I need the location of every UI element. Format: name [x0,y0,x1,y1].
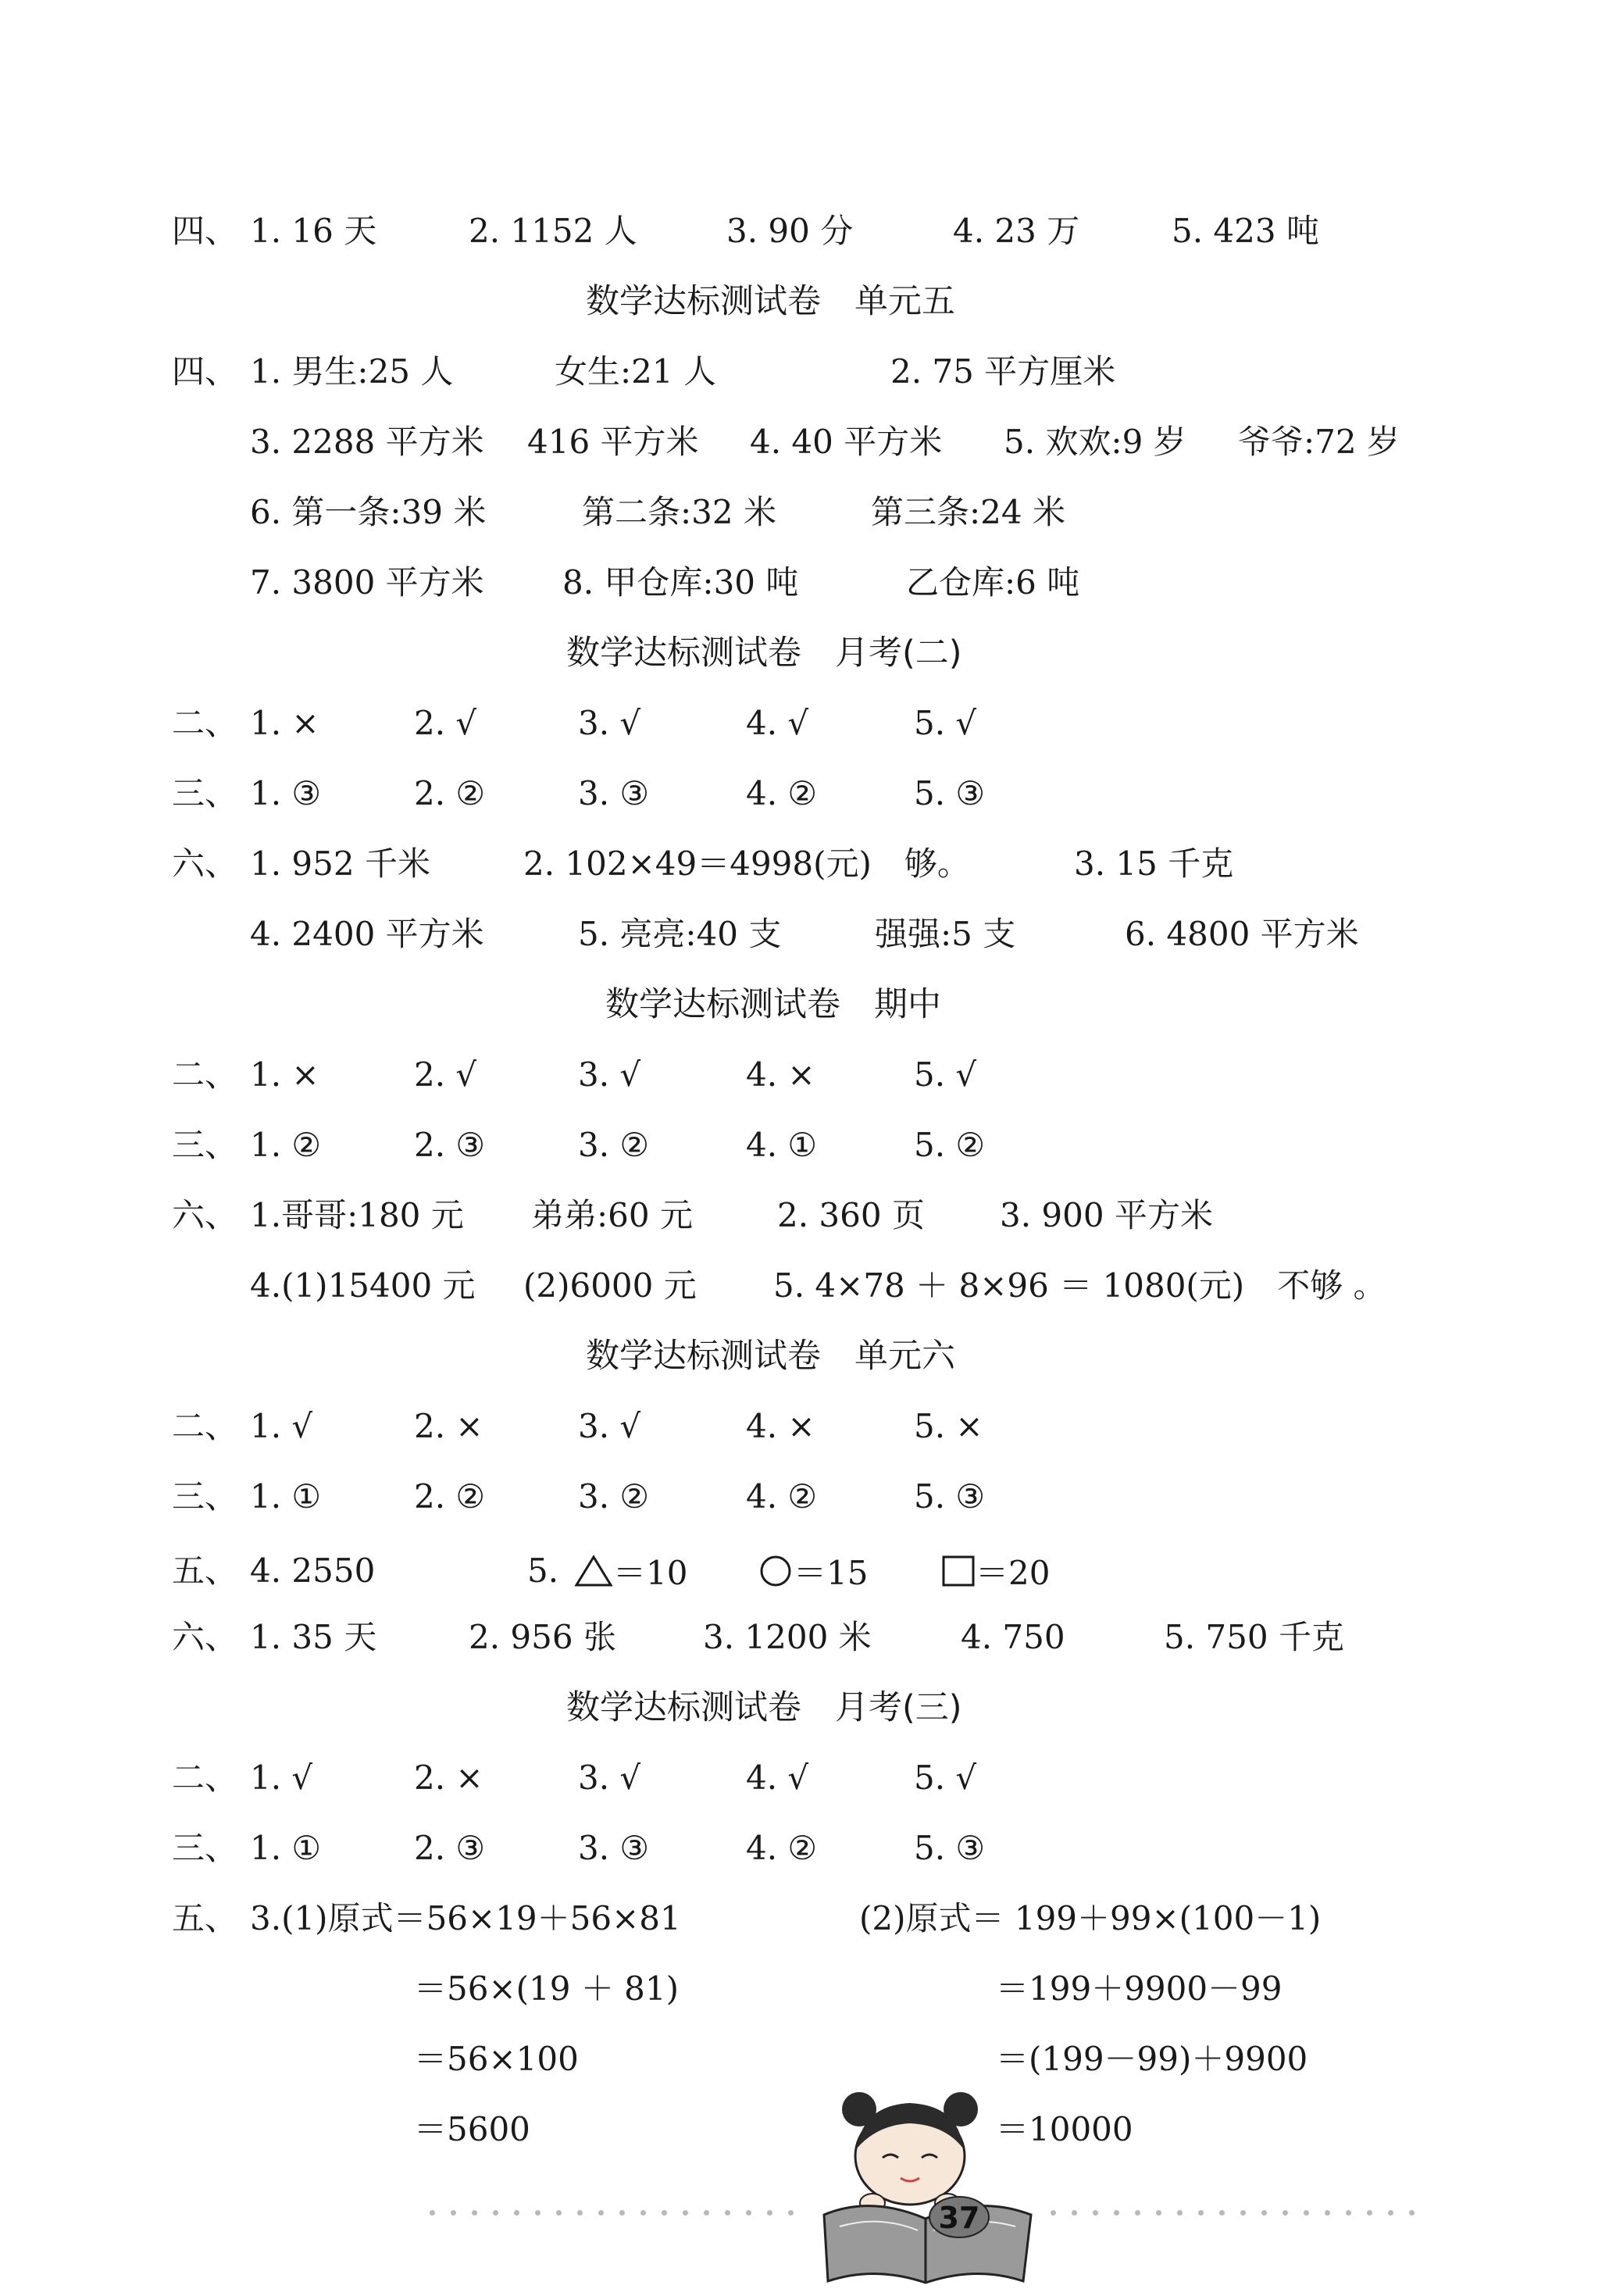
answer-item: 2. 1152 人 [469,212,637,250]
section-title: 数学达标测试卷 单元六 [586,1337,955,1376]
answer-item: 4. 750 [961,1618,1065,1656]
answer-item: 乙仓库:6 吨 [906,563,1080,602]
answer-item: 5. √ [914,704,977,742]
footer-dot [746,2210,751,2216]
answer-item: 3. 15 千克 [1074,844,1234,883]
footer-dot [1177,2210,1183,2216]
section-title: 数学达标测试卷 单元五 [586,282,955,321]
section-title: 数学达标测试卷 月考(二) [566,634,962,673]
calc-left-line: ＝56×100 [414,2040,579,2078]
answer-item: 4.(1)15400 元 [250,1266,476,1305]
section-number: 六、 [172,844,238,883]
answer-item: 1.哥哥:180 元 [250,1196,464,1234]
answer-item: 2. ③ [414,1829,486,1867]
section-number: 二、 [172,1055,238,1094]
answer-item: 5. 4×78 ＋ 8×96 ＝ 1080(元) 不够 。 [773,1266,1386,1305]
footer-dot [640,2210,646,2216]
answer-item: 2. 102×49＝4998(元) 够。 [523,844,970,883]
calc-right-line: ＝10000 [996,2110,1133,2148]
answer-item: 1. ① [250,1477,322,1516]
answer-item: 1. × [250,704,319,742]
footer-dot [662,2210,667,2216]
answer-item: 1. 35 天 [250,1618,377,1656]
footer-dot [1409,2210,1415,2216]
triangle-value: ＝10 [613,1554,688,1592]
footer-dot [704,2210,709,2216]
answer-item: 1. √ [250,1759,313,1797]
answer-item: 4. 23 万 [953,212,1080,250]
mascot-reading-book-illustration [808,2070,1043,2289]
footer-dot [556,2210,562,2216]
footer-dot [1156,2210,1161,2216]
section-number: 三、 [172,1829,238,1867]
footer-dot [472,2210,477,2216]
answer-item: 第三条:24 米 [871,493,1065,531]
footer-dot [430,2210,435,2216]
footer-dot [1346,2210,1351,2216]
answer-item: 5. [527,1551,559,1590]
triangle-equation [574,1555,687,1590]
triangle-icon [574,1555,613,1587]
answer-item: 3. ② [578,1126,650,1164]
answer-item: 2. √ [414,704,477,742]
answer-item: 1. ③ [250,774,322,812]
answer-item: 3. 90 分 [726,212,854,250]
answer-item: 弟弟:60 元 [531,1196,693,1234]
answer-item: 5. ② [914,1126,986,1164]
answer-item: 1. √ [250,1407,313,1445]
section-number: 三、 [172,1477,238,1516]
footer-dot [1198,2210,1204,2216]
answer-item: 4. × [746,1055,815,1094]
footer-dot [514,2210,519,2216]
section-number: 六、 [172,1196,238,1234]
circle-value: ＝15 [794,1554,869,1592]
footer-dot [451,2210,456,2216]
footer-dots-left [430,2210,797,2218]
square-value: ＝20 [976,1554,1051,1592]
answer-item: 2. ③ [414,1126,486,1164]
answer-item: 1. × [250,1055,319,1094]
answer-item: 1. ② [250,1126,322,1164]
footer-dot [788,2210,794,2216]
footer-dot [598,2210,604,2216]
section-number: 四、 [172,212,238,250]
section-title: 数学达标测试卷 期中 [605,985,941,1024]
footer-dot [535,2210,540,2216]
answer-item: 5. ③ [914,1477,986,1516]
section-number: 二、 [172,1407,238,1445]
calc-right-line: ＝199＋9900－99 [996,1969,1283,2008]
answer-item: 2. 75 平方厘米 [890,352,1116,391]
answer-item: 2. ② [414,774,486,812]
section-number: 三、 [172,774,238,812]
answer-item: 6. 第一条:39 米 [250,493,487,531]
answer-item: 3. √ [578,704,641,742]
footer-dot [1072,2210,1077,2216]
answer-item: 7. 3800 平方米 [250,563,484,602]
answer-item: 5. √ [914,1055,977,1094]
answer-item: 4. 2550 [250,1551,376,1590]
calc-left-line: 3.(1)原式＝56×19＋56×81 [250,1899,681,1937]
section-number: 三、 [172,1126,238,1164]
answer-item: 3. 900 平方米 [1000,1196,1213,1234]
footer-dot [683,2210,688,2216]
answer-item: 2. √ [414,1055,477,1094]
footer-dot [1051,2210,1056,2216]
answer-item: 4. √ [746,1759,809,1797]
section-number: 五、 [172,1899,238,1937]
calc-right-line: ＝(199－99)＋9900 [996,2040,1308,2078]
section-number: 四、 [172,352,238,391]
answer-item: 4. × [746,1407,815,1445]
answer-item: 4. 2400 平方米 [250,915,484,953]
calc-left-line: ＝56×(19 ＋ 81) [414,1969,679,2008]
answer-item: 4. ② [746,1829,818,1867]
section-title: 数学达标测试卷 月考(三) [566,1688,962,1727]
answer-item: 5. ③ [914,774,986,812]
footer-dot [1388,2210,1393,2216]
answer-item: 3. √ [578,1407,641,1445]
answer-item: 女生:21 人 [555,352,716,391]
answer-item: 5. 423 吨 [1172,212,1319,250]
answer-item: 4. ① [746,1126,818,1164]
circle-equation [758,1555,868,1590]
answer-item: 强强:5 支 [875,915,1016,953]
section-number: 二、 [172,704,238,742]
answer-item: 3. ② [578,1477,650,1516]
footer-dot [619,2210,625,2216]
footer-dot [725,2210,730,2216]
answer-item: 1. 男生:25 人 [250,352,454,391]
answer-item: 4. √ [746,704,809,742]
answer-item: 5. 亮亮:40 支 [578,915,782,953]
answer-item: 3. 1200 米 [703,1618,872,1656]
footer-dot [1325,2210,1330,2216]
answer-item: 3. √ [578,1055,641,1094]
page-number: 37 [938,2201,980,2235]
answer-item: 416 平方米 [527,423,699,461]
answer-item: 2. × [414,1759,483,1797]
answer-item: 4. 40 平方米 [750,423,943,461]
answer-item: 5. √ [914,1759,977,1797]
footer-dot [1367,2210,1372,2216]
circle-icon [758,1555,794,1587]
footer-dot [1240,2210,1246,2216]
answer-item: 5. 750 千克 [1164,1618,1344,1656]
footer-dot [1219,2210,1225,2216]
answer-item: 8. 甲仓库:30 吨 [562,563,799,602]
answer-item: 3. √ [578,1759,641,1797]
section-number: 五、 [172,1551,238,1590]
answer-item: 1. 952 千米 [250,844,430,883]
footer-dot [767,2210,772,2216]
answer-item: 2. × [414,1407,483,1445]
answer-item: 5. 欢欢:9 岁 [1004,423,1186,461]
footer-dot [1304,2210,1309,2216]
answer-item: 4. ② [746,1477,818,1516]
footer-dot [1261,2210,1267,2216]
square-icon [941,1555,976,1587]
answer-item: 6. 4800 平方米 [1125,915,1359,953]
calc-left-line: ＝5600 [414,2110,530,2148]
calc-right-line: (2)原式＝ 199＋99×(100－1) [859,1899,1322,1937]
answer-item: 爷爷:72 岁 [1238,423,1400,461]
footer-dot [493,2210,498,2216]
answer-item: 1. ① [250,1829,322,1867]
answer-item: (2)6000 元 [523,1266,697,1305]
footer-dots-right [1051,2210,1418,2218]
section-number: 二、 [172,1759,238,1797]
answer-item: 2. 360 页 [777,1196,925,1234]
footer-dot [1135,2210,1140,2216]
footer-dot [1114,2210,1119,2216]
footer-dot [577,2210,583,2216]
footer-dot [1283,2210,1288,2216]
answer-item: 2. ② [414,1477,486,1516]
answer-item: 5. ③ [914,1829,986,1867]
answer-item: 3. ③ [578,1829,650,1867]
answer-item: 1. 16 天 [250,212,377,250]
answer-item: 3. ③ [578,774,650,812]
footer-dot [1093,2210,1098,2216]
square-equation [941,1555,1050,1590]
section-number: 六、 [172,1618,238,1656]
answer-item: 2. 956 张 [469,1618,616,1656]
answer-item: 4. ② [746,774,818,812]
answer-item: 5. × [914,1407,983,1445]
answer-item: 3. 2288 平方米 [250,423,484,461]
answer-item: 第二条:32 米 [582,493,776,531]
